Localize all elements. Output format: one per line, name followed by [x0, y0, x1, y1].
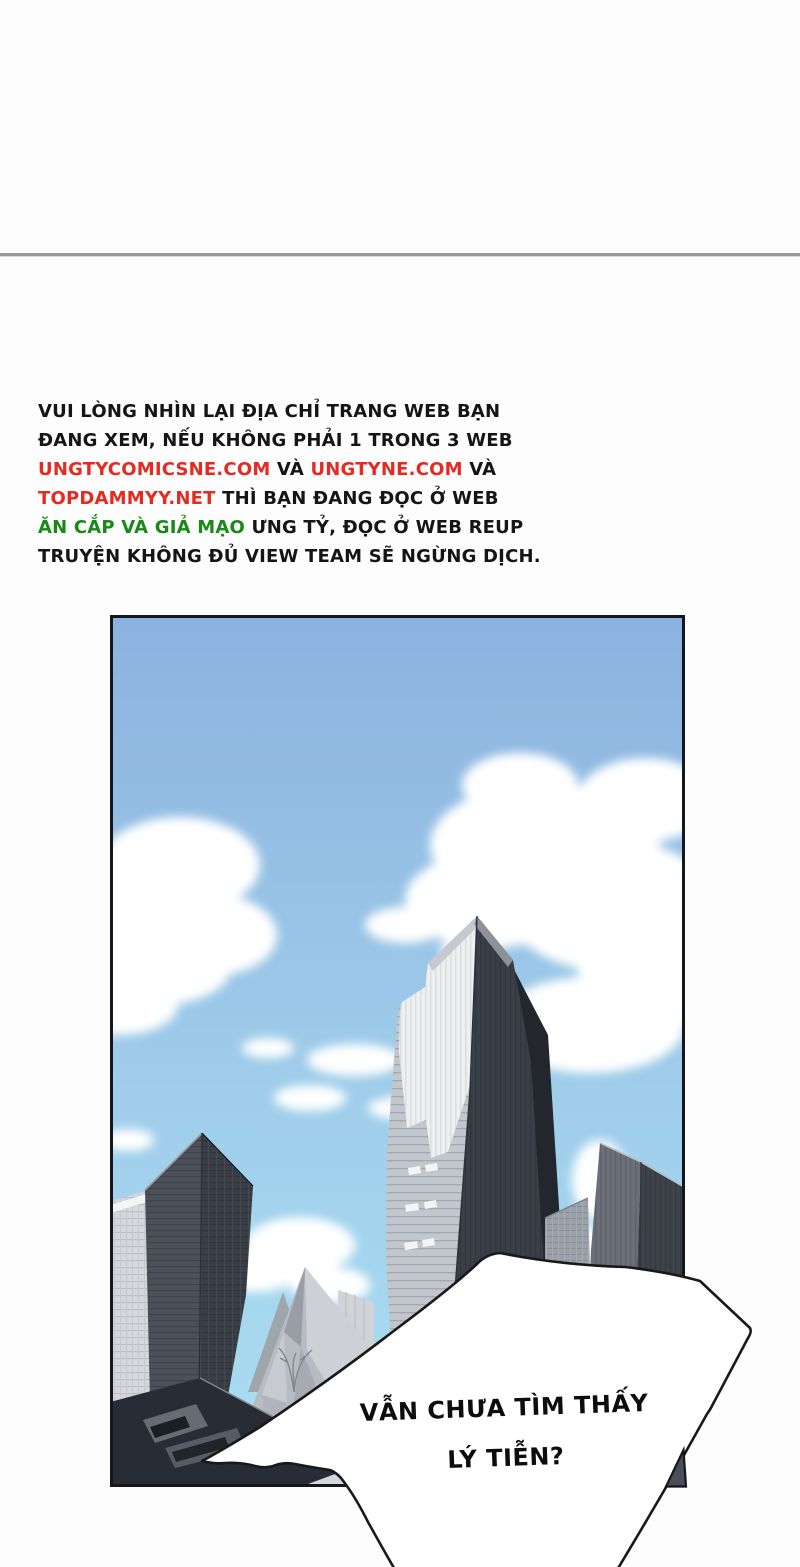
- bubble-line-2: LÝ TIỄN?: [446, 1441, 565, 1475]
- warning-green-phrase: ĂN CẮP VÀ GIẢ MẠO: [38, 517, 245, 538]
- warning-line-4-rest: THÌ BẠN ĐANG ĐỌC Ở WEB: [215, 488, 499, 509]
- bubble-line-1: VẪN CHƯA TÌM THẤY: [359, 1388, 649, 1428]
- site-url-1: UNGTYCOMICSNE.COM: [38, 459, 271, 480]
- speech-bubble-text: [338, 1377, 671, 1488]
- site-url-3: TOPDAMMYY.NET: [38, 488, 216, 509]
- warning-line-2: ĐANG XEM, NẾU KHÔNG PHẢI 1 TRONG 3 WEB: [38, 430, 513, 451]
- warning-line-1: VUI LÒNG NHÌN LẠI ĐỊA CHỈ TRANG WEB BẠN: [38, 401, 501, 422]
- site-url-2: UNGTYNE.COM: [310, 459, 463, 480]
- warning-line-3-and-1: VÀ: [270, 459, 311, 480]
- warning-line-5-rest: ƯNG TỶ, ĐỌC Ở WEB REUP: [244, 517, 524, 538]
- warning-line-6: TRUYỆN KHÔNG ĐỦ VIEW TEAM SẼ NGỪNG DỊCH.: [38, 546, 541, 567]
- warning-line-3-and-2: VÀ: [462, 459, 497, 480]
